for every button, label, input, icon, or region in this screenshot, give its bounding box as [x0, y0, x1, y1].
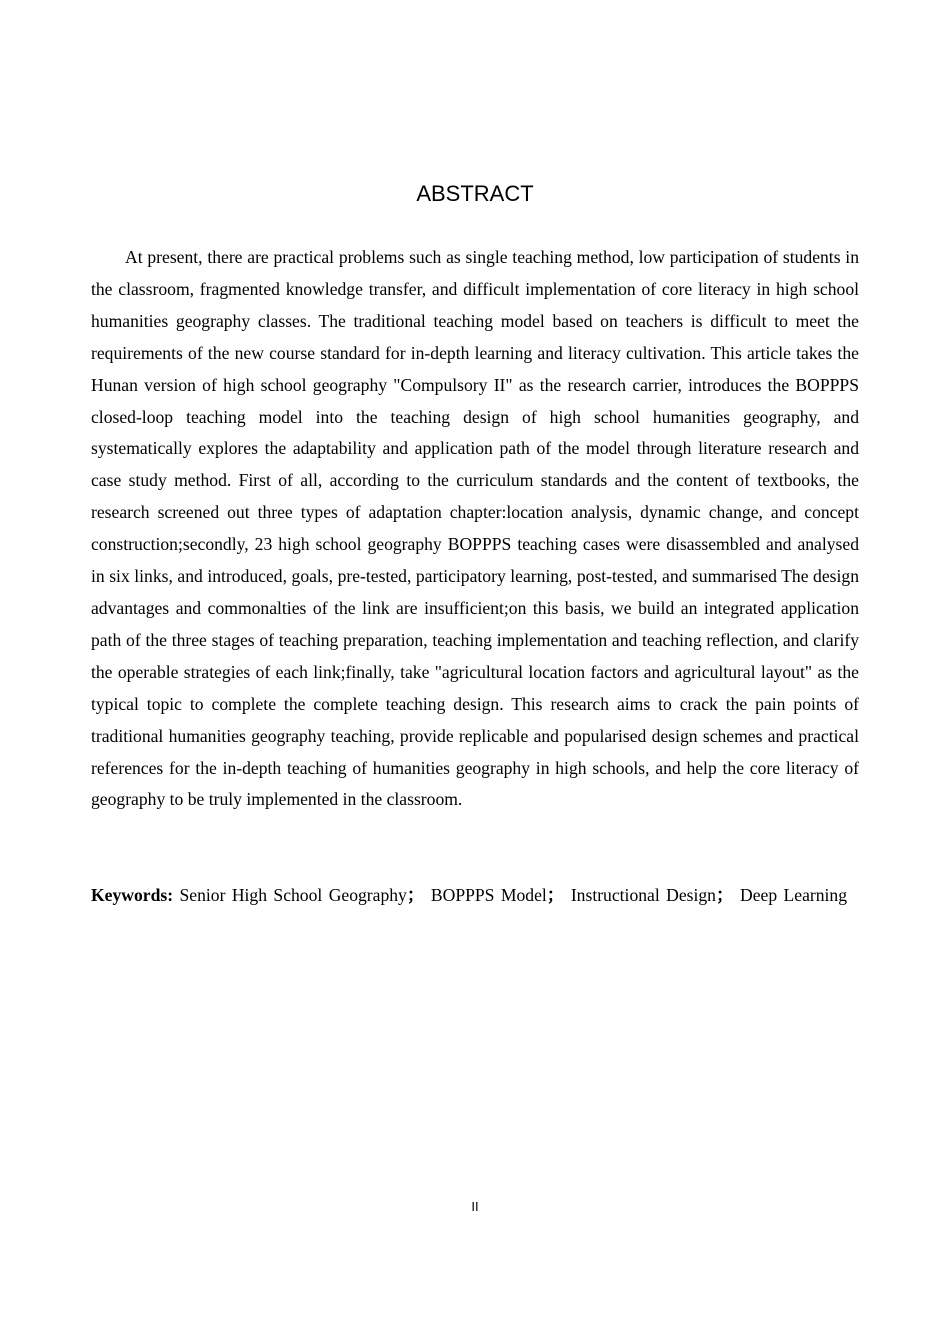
keywords-line	[91, 880, 859, 912]
keyword-item: BOPPPS Model	[430, 885, 547, 905]
keyword-item: Senior High School Geography	[179, 885, 407, 905]
page-number: II	[471, 1199, 479, 1214]
abstract-paragraph: At present, there are practical problems such as single teaching method, low participation of students in the classroom, fragmented knowledge transfer, and difficult implementation of core literacy in high school humanities geography classes. The traditional teaching model based on teachers is difficult to meet the requirements of the new course standard for in-depth learning and literacy cultivation. This article takes the Hunan version of high school geography "Compulsory II" as the research carrier, introduces the BOPPPS closed-loop teaching model into the teaching design of high school humanities geography, and systematically explores the adaptability and application path of the model through literature research and case study method. First of all, according to the curriculum standards and the content of textbooks, the research screened out three types of adaptation chapter:location analysis, dynamic change, and concept construction;secondly, 23 high school geography BOPPPS teaching cases were disassembled and analysed in six links, and introduced, goals, pre-tested, participatory learning, post-tested, and summarised The design advantages and commonalties of the link are insufficient;on this basis, we build an integrated application path of the three stages of teaching preparation, teaching implementation and teaching reflection, and clarify the operable strategies of each link;finally, take "agricultural location factors and agricultural layout" as the typical topic to complete the complete teaching design. This research aims to crack the pain points of traditional humanities geography teaching, provide replicable and popularised design schemes and practical references for the in-depth teaching of humanities geography in high schools, and help the core literacy of geography to be truly implemented in the classroom.	[91, 247, 859, 810]
keywords-label: Keywords:	[91, 885, 174, 905]
keyword-item: Deep Learning	[740, 885, 848, 905]
abstract-title: ABSTRACT	[416, 181, 534, 206]
keyword-separator: ；	[715, 885, 734, 905]
keyword-separator: ；	[406, 885, 425, 905]
keyword-item: Instructional Design	[570, 885, 716, 905]
keyword-separator: ；	[546, 885, 565, 905]
